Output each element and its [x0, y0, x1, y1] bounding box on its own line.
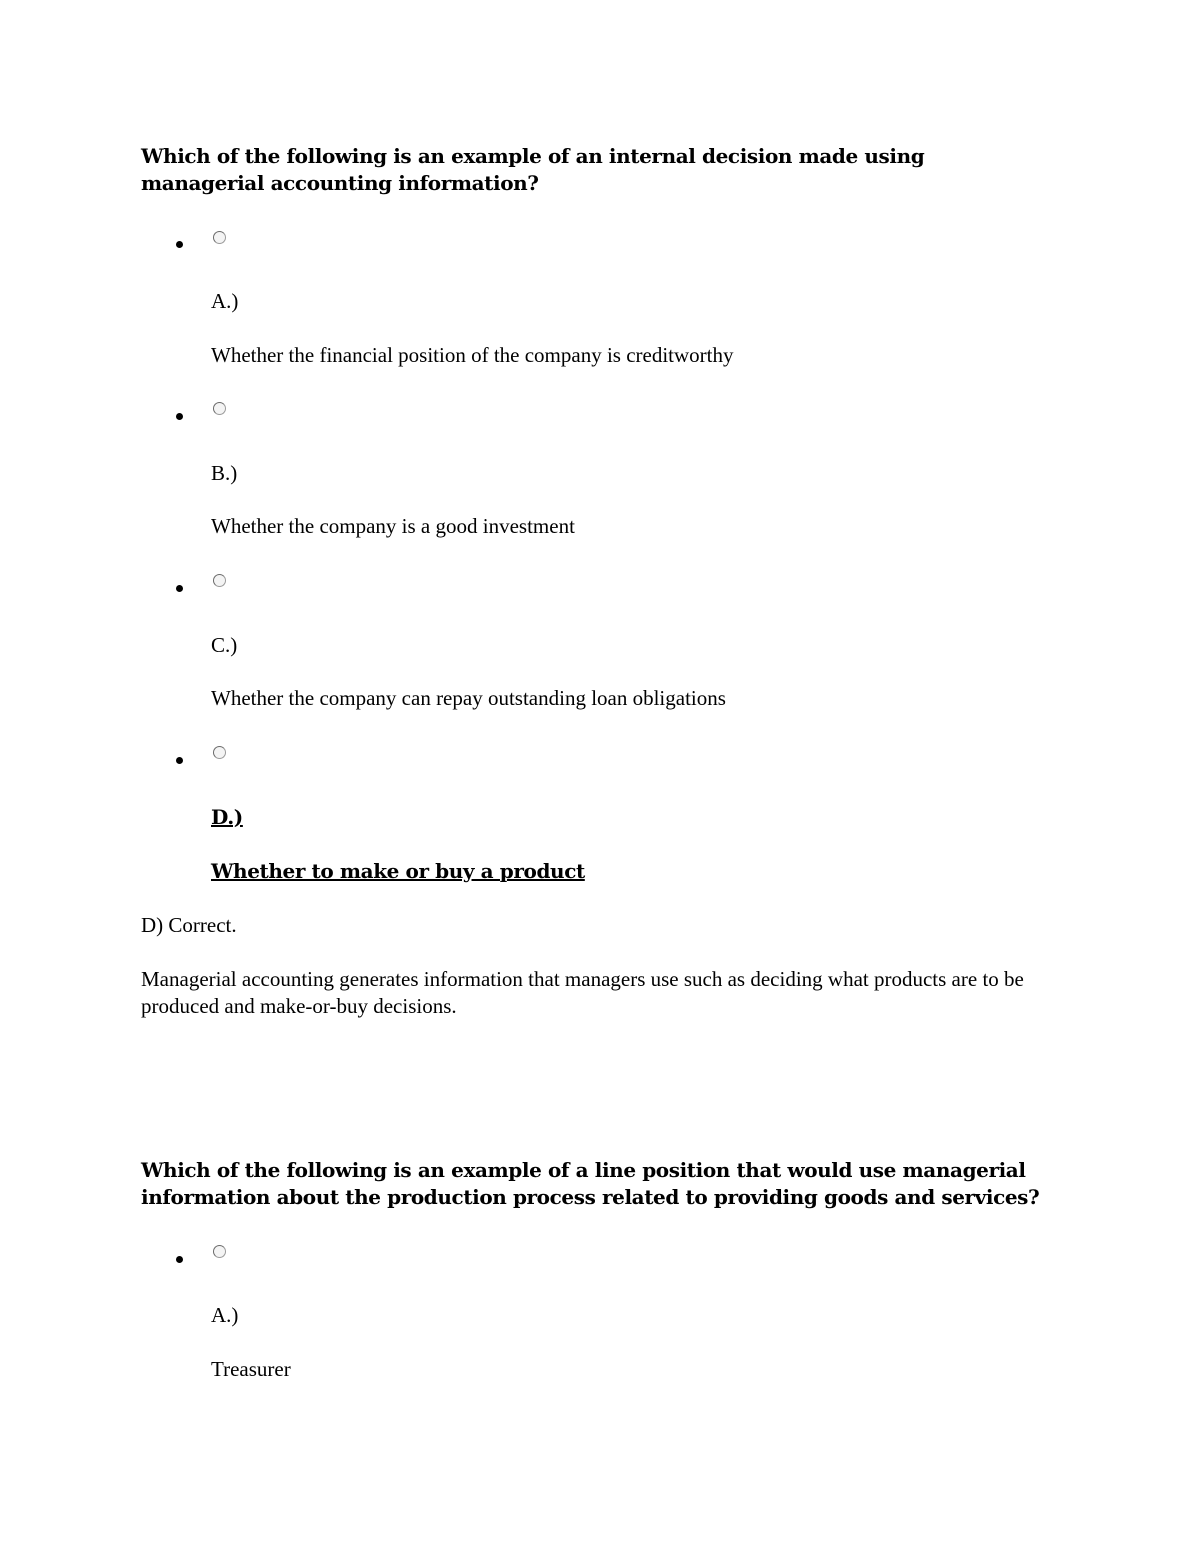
option-b-letter: B.)	[211, 461, 238, 485]
option-a-text: Treasurer	[211, 1357, 291, 1381]
option-a-radio[interactable]	[213, 1245, 226, 1258]
option-d-radio[interactable]	[213, 746, 226, 759]
feedback-text: Managerial accounting generates information that managers use such as deciding what products are to be produced and make-or-buy decisions.	[141, 967, 1024, 1018]
option-b-radio[interactable]	[213, 402, 226, 415]
option-a-letter: A.)	[211, 289, 239, 313]
question-1-text: Which of the following is an example of an internal decision made using managerial accounting information?	[141, 144, 925, 195]
list-bullet	[176, 1256, 183, 1263]
question-2-text: Which of the following is an example of a line position that would use managerial information about the production process related to providing goods and services?	[141, 1158, 1040, 1209]
option-d-letter: D.)	[211, 805, 243, 829]
list-bullet	[176, 241, 183, 248]
option-c-radio[interactable]	[213, 574, 226, 587]
option-d-text: Whether to make or buy a product	[211, 859, 585, 883]
option-a-text: Whether the financial position of the company is creditworthy	[211, 343, 734, 367]
option-a-radio[interactable]	[213, 231, 226, 244]
list-bullet	[176, 413, 183, 420]
list-bullet	[176, 585, 183, 592]
option-b-text: Whether the company is a good investment	[211, 514, 575, 538]
option-c-text: Whether the company can repay outstanding loan obligations	[211, 686, 726, 710]
option-c-letter: C.)	[211, 633, 238, 657]
list-bullet	[176, 757, 183, 764]
option-a-letter: A.)	[211, 1303, 239, 1327]
feedback-title: D) Correct.	[141, 913, 237, 937]
